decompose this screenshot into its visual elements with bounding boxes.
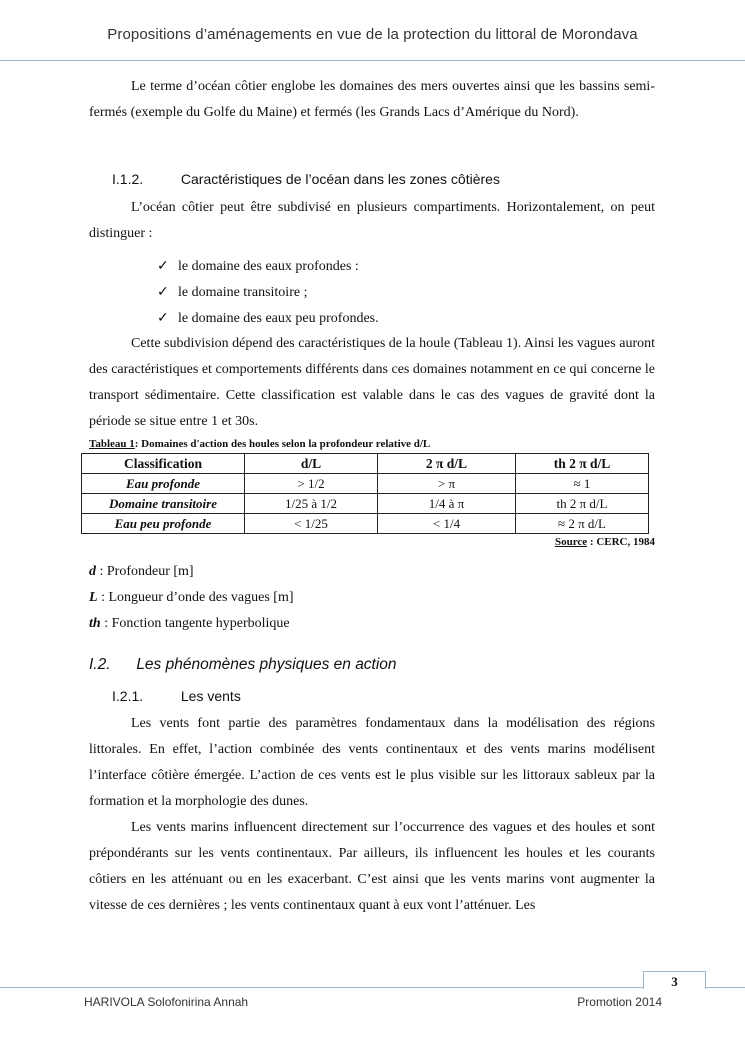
table-cell: Eau peu profonde: [82, 514, 245, 534]
paragraph-vents-marins: Les vents marins influencent directement sur l’occurrence des vagues et des houles et sont prépondérants sur les vents continentaux. Par ailleurs, ils influencent les houles et les courants côtiers en les atténuant ou en les exacerbant. C’est ainsi que les vents marins vont augmenter la vitesse de ces dernières ; les vents continentaux quant à eux vont l’atténuer. Les: [89, 820, 655, 913]
column-header: d/L: [245, 454, 378, 474]
section-heading-1-2: [89, 656, 397, 674]
table-cell: Domaine transitoire: [82, 494, 245, 514]
definition-wavelength: L : Longueur d’onde des vagues [m]: [89, 590, 294, 605]
section-number: I.1.2.: [112, 171, 144, 187]
table-row: [82, 474, 649, 494]
section-title: Caractéristiques de l’océan dans les zones côtières: [180, 171, 500, 187]
houle-domains-table: [81, 453, 649, 534]
table-cell: 1/4 à π: [378, 494, 516, 514]
footer-promotion: Promotion 2014: [577, 995, 662, 1009]
table-row: [82, 514, 649, 534]
section-number: I.2.: [89, 656, 111, 673]
table-caption: Tableau 1: Domaines d'action des houles selon la profondeur relative d/L: [89, 438, 431, 450]
table-cell: < 1/25: [245, 514, 378, 534]
definition-tanh: th : Fonction tangente hyperbolique: [89, 616, 290, 631]
checkmark-icon: ✓: [157, 311, 169, 326]
paragraph-ocean-cotier: Le terme d’océan côtier englobe les domaines des mers ouvertes ainsi que les bassins semi-fermés (exemple du Golfe du Maine) et fermés (les Grands Lacs d’Amérique du Nord).: [89, 79, 655, 120]
list-item: ✓ le domaine des eaux profondes :: [157, 257, 359, 277]
paragraph-subdivision-details: Cette subdivision dépend des caractéristiques de la houle (Tableau 1). Ainsi les vagues auront des caractéristiques et comportements différents dans ces domaines notamment en ce qui concerne le transport sédimentaire. Cette classification est valable dans le cas des vagues de gravité dont la période se situe entre 1 et 30s.: [89, 336, 655, 429]
table-cell: ≈ 1: [516, 474, 649, 494]
column-header: th 2 π d/L: [516, 454, 649, 474]
table-source: Source : CERC, 1984: [554, 536, 655, 548]
column-header: 2 π d/L: [378, 454, 516, 474]
section-number: I.2.1.: [112, 688, 144, 704]
table-cell: > 1/2: [245, 474, 378, 494]
section-heading-1-2-1: [112, 688, 241, 704]
table-cell: 1/25 à 1/2: [245, 494, 378, 514]
list-item: ✓ le domaine des eaux peu profondes.: [157, 309, 379, 329]
page-number: 3: [643, 971, 706, 989]
paragraph-vents: Les vents font partie des paramètres fondamentaux dans la modélisation des régions littorales. En effet, l’action combinée des vents continentaux et des vents marins modélisent l’interface côtière émergée. L’action de ces vents est le plus visible sur les littoraux sableux par la formation et la morphologie des dunes.: [89, 716, 655, 809]
table-row: [82, 494, 649, 514]
section-title: Les phénomènes physiques en action: [136, 656, 397, 673]
column-header: Classification: [82, 454, 245, 474]
table-cell: < 1/4: [378, 514, 516, 534]
footer-divider: [0, 987, 745, 988]
paragraph-subdivision-intro: L’océan côtier peut être subdivisé en plusieurs compartiments. Horizontalement, on peut distinguer :: [89, 200, 655, 241]
table-cell: Eau profonde: [82, 474, 245, 494]
page-header-title: Propositions d’aménagements en vue de la protection du littoral de Morondava: [107, 26, 638, 43]
section-heading-1-1-2: [112, 171, 500, 187]
header-divider: [0, 60, 745, 61]
definition-depth: d : Profondeur [m]: [89, 564, 194, 579]
table-cell: > π: [378, 474, 516, 494]
list-item: ✓ le domaine transitoire ;: [157, 283, 307, 303]
footer-author: HARIVOLA Solofonirina Annah: [84, 995, 249, 1009]
checkmark-icon: ✓: [157, 259, 169, 274]
table-cell: ≈ 2 π d/L: [516, 514, 649, 534]
section-title: Les vents: [180, 688, 241, 704]
table-cell: th 2 π d/L: [516, 494, 649, 514]
checkmark-icon: ✓: [157, 285, 169, 300]
table-header-row: [82, 454, 649, 474]
